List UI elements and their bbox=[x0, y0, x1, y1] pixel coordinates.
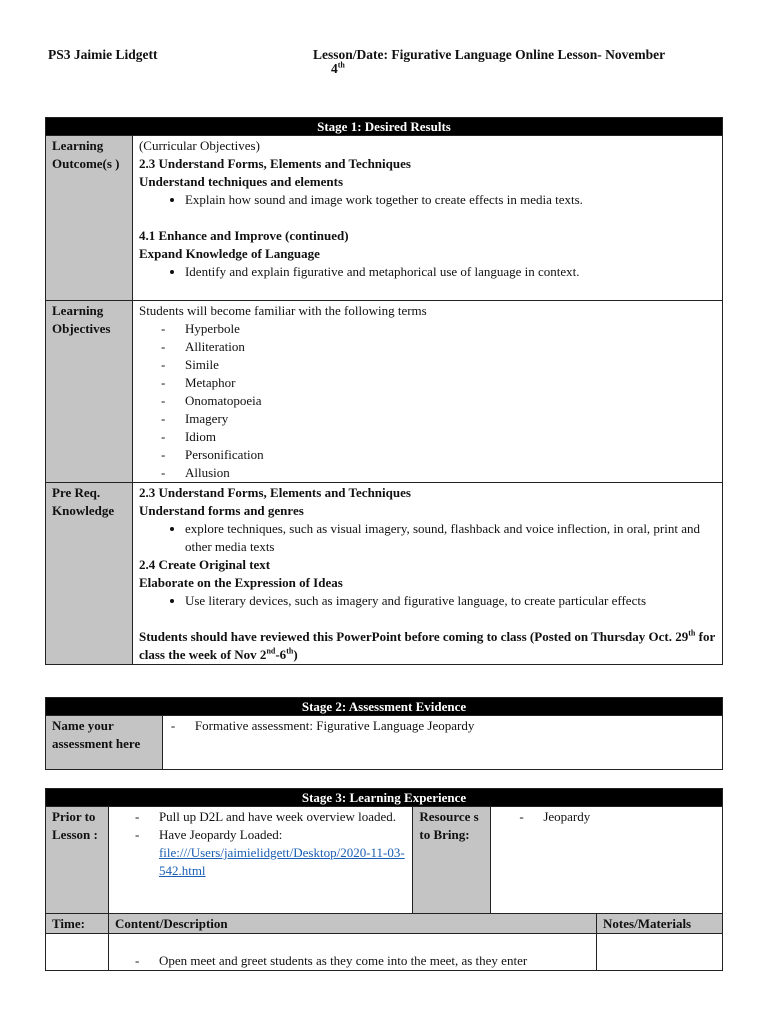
prereq-1-subheading: Understand forms and genres bbox=[138, 503, 304, 518]
prereq-2-bullet: • Use literary devices, such as imagery and figurative language, to create particular effects bbox=[185, 592, 716, 610]
notes-header: Notes/Materials bbox=[597, 914, 723, 934]
assessment-item: - Formative assessment: Figurative Language Jeopardy bbox=[195, 717, 716, 735]
term-item: - Onomatopoeia bbox=[185, 392, 716, 410]
lesson-date-day: 4th bbox=[331, 60, 345, 76]
learning-outcomes-row bbox=[46, 136, 723, 301]
term-item: - Idiom bbox=[185, 428, 716, 446]
prereq-label: Pre Req. Knowledge bbox=[46, 483, 133, 665]
prereq-content bbox=[132, 483, 722, 665]
prereq-1-bullet: • explore techniques, such as visual imagery, sound, flashback and voice inflection, in oral, print and other media texts bbox=[185, 520, 716, 556]
author-name: PS3 Jaimie Lidgett bbox=[48, 47, 158, 62]
outcome-2-subheading: Expand Knowledge of Language bbox=[138, 246, 320, 261]
step-content bbox=[108, 934, 596, 971]
objectives-intro: Students will become familiar with the following terms bbox=[138, 303, 427, 318]
step-item: - Open meet and greet students as they come into the meet, as they enter bbox=[159, 952, 590, 970]
outcome-1-subheading: Understand techniques and elements bbox=[138, 174, 344, 189]
learning-outcomes-content bbox=[132, 136, 722, 301]
outcome-2-bullet: • Identify and explain figurative and metaphorical use of language in context. bbox=[185, 263, 716, 281]
prior-lesson-content bbox=[108, 807, 412, 914]
assessment-row bbox=[46, 716, 723, 770]
lesson-title: Lesson/Date: Figurative Language Online Lesson- November bbox=[313, 47, 666, 62]
lesson-step-row bbox=[46, 934, 723, 971]
stage1-title: Stage 1: Desired Results bbox=[46, 118, 723, 136]
prior-lesson-row bbox=[46, 807, 723, 914]
term-item: - Allusion bbox=[185, 464, 716, 482]
term-item: - Imagery bbox=[185, 410, 716, 428]
outcome-1-bullet: • Explain how sound and image work together to create effects in media texts. bbox=[185, 191, 716, 209]
step-time bbox=[46, 934, 109, 971]
prior-item: - Pull up D2L and have week overview loaded. bbox=[159, 808, 406, 826]
stage3-title: Stage 3: Learning Experience bbox=[46, 789, 723, 807]
outcome-2-heading: 4.1 Enhance and Improve (continued) bbox=[138, 228, 349, 243]
term-item: - Hyperbole bbox=[185, 320, 716, 338]
column-header-row bbox=[46, 914, 723, 934]
assessment-label: Name your assessment here bbox=[46, 716, 163, 770]
outcome-1-heading: 2.3 Understand Forms, Elements and Techniques bbox=[138, 156, 411, 171]
content-header: Content/Description bbox=[108, 914, 596, 934]
term-item: - Personification bbox=[185, 446, 716, 464]
learning-objectives-content bbox=[132, 301, 722, 483]
step-notes bbox=[597, 934, 723, 971]
term-item: - Simile bbox=[185, 356, 716, 374]
time-header: Time: bbox=[46, 914, 109, 934]
prior-lesson-label: Prior to Lesson : bbox=[46, 807, 109, 914]
lesson-date bbox=[313, 47, 733, 77]
resources-label: Resource s to Bring: bbox=[413, 807, 491, 914]
learning-outcomes-label: Learning Outcome(s ) bbox=[46, 136, 133, 301]
curricular-objectives: (Curricular Objectives) bbox=[138, 138, 260, 153]
prior-item: - Have Jeopardy Loaded: file:///Users/jaimielidgett/Desktop/2020-11-03-542.html bbox=[159, 826, 406, 880]
stage2-table bbox=[45, 697, 723, 770]
stage2-title: Stage 2: Assessment Evidence bbox=[46, 698, 723, 716]
term-item: - Alliteration bbox=[185, 338, 716, 356]
resource-item: - Jeopardy bbox=[543, 808, 716, 826]
prereq-row bbox=[46, 483, 723, 665]
learning-objectives-label: Learning Objectives bbox=[46, 301, 133, 483]
stage1-table bbox=[45, 117, 723, 665]
terms-list bbox=[139, 320, 716, 482]
term-item: - Metaphor bbox=[185, 374, 716, 392]
learning-objectives-row bbox=[46, 301, 723, 483]
prereq-1-heading: 2.3 Understand Forms, Elements and Techniques bbox=[138, 485, 411, 500]
stage3-table bbox=[45, 788, 723, 971]
assessment-content bbox=[162, 716, 722, 770]
prereq-2-heading: 2.4 Create Original text bbox=[138, 557, 271, 572]
powerpoint-note: Students should have reviewed this PowerPoint before coming to class (Posted on Thursday Oct. 29th for class the week of Nov 2nd-6th) bbox=[138, 628, 715, 662]
jeopardy-file-link[interactable]: file:///Users/jaimielidgett/Desktop/2020-11-03-542.html bbox=[158, 845, 405, 878]
prereq-2-subheading: Elaborate on the Expression of Ideas bbox=[138, 575, 343, 590]
resources-content bbox=[491, 807, 723, 914]
